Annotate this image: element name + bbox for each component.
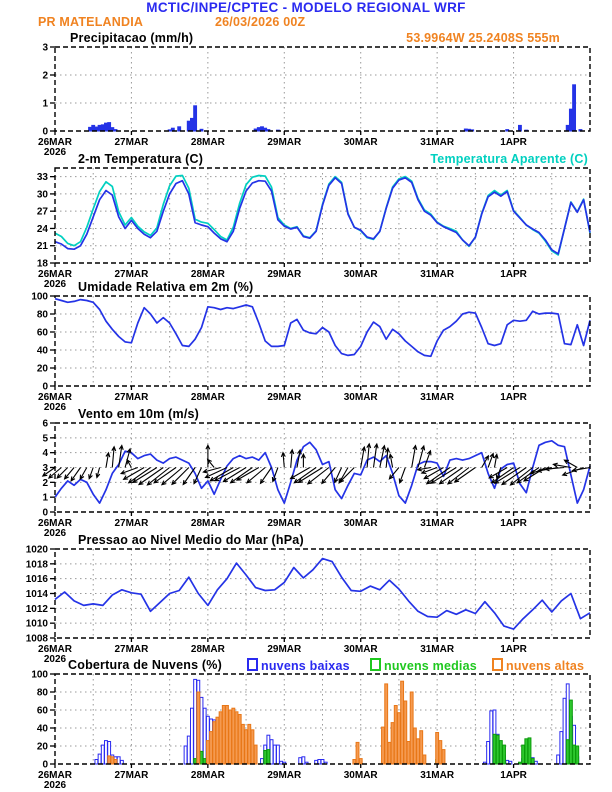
svg-text:40: 40 xyxy=(36,723,48,735)
svg-text:28MAR: 28MAR xyxy=(190,392,225,403)
svg-text:1APR: 1APR xyxy=(500,770,527,781)
svg-text:27MAR: 27MAR xyxy=(114,770,149,781)
svg-text:1010: 1010 xyxy=(25,618,48,630)
svg-text:31MAR: 31MAR xyxy=(420,392,455,403)
svg-text:3: 3 xyxy=(42,463,48,474)
svg-text:26MAR: 26MAR xyxy=(38,392,72,403)
svg-text:1APR: 1APR xyxy=(500,269,527,280)
panel-title-clouds: Cobertura de Nuvens (%) xyxy=(68,658,222,672)
svg-text:100: 100 xyxy=(31,291,48,303)
panel-title-pressure: Pressao ao Nivel Medio do Mar (hPa) xyxy=(78,533,304,547)
svg-text:2026: 2026 xyxy=(43,654,67,665)
svg-text:26MAR: 26MAR xyxy=(38,137,72,148)
svg-text:100: 100 xyxy=(31,669,48,681)
svg-text:30MAR: 30MAR xyxy=(343,392,378,403)
svg-text:5: 5 xyxy=(42,433,48,445)
legend-label: nuvens medias xyxy=(384,659,477,673)
svg-text:3: 3 xyxy=(42,42,48,54)
svg-text:29MAR: 29MAR xyxy=(267,137,302,148)
svg-text:27MAR: 27MAR xyxy=(114,518,149,529)
svg-text:29MAR: 29MAR xyxy=(267,392,302,403)
svg-text:28MAR: 28MAR xyxy=(190,644,225,655)
svg-text:26MAR: 26MAR xyxy=(38,644,72,655)
svg-text:80: 80 xyxy=(36,687,48,699)
svg-text:1020: 1020 xyxy=(25,544,48,556)
svg-text:1018: 1018 xyxy=(25,559,48,571)
svg-text:2026: 2026 xyxy=(43,528,67,539)
svg-text:2026: 2026 xyxy=(43,780,67,791)
svg-text:60: 60 xyxy=(36,327,48,339)
svg-text:30MAR: 30MAR xyxy=(343,518,378,529)
svg-text:2026: 2026 xyxy=(43,147,67,158)
panel-title-wind: Vento em 10m (m/s) xyxy=(78,407,200,421)
svg-text:28MAR: 28MAR xyxy=(190,137,225,148)
svg-text:2: 2 xyxy=(42,70,48,82)
svg-text:28MAR: 28MAR xyxy=(190,269,225,280)
svg-text:40: 40 xyxy=(36,345,48,357)
svg-text:28MAR: 28MAR xyxy=(190,770,225,781)
svg-text:0: 0 xyxy=(42,507,48,519)
svg-text:1: 1 xyxy=(42,492,48,504)
svg-text:1APR: 1APR xyxy=(500,392,527,403)
svg-text:1014: 1014 xyxy=(25,589,48,600)
svg-text:26MAR: 26MAR xyxy=(38,518,72,529)
svg-text:24: 24 xyxy=(36,223,48,235)
page-title: MCTIC/INPE/CPTEC - MODELO REGIONAL WRF xyxy=(146,0,466,15)
panel-title-humidity: Umidade Relativa em 2m (%) xyxy=(78,280,254,294)
svg-text:28MAR: 28MAR xyxy=(190,518,225,529)
svg-text:1016: 1016 xyxy=(25,574,48,586)
svg-text:31MAR: 31MAR xyxy=(420,269,455,280)
svg-text:1008: 1008 xyxy=(25,633,48,645)
legend-label: nuvens altas xyxy=(506,659,585,673)
legend-label: nuvens baixas xyxy=(261,659,350,673)
svg-text:1: 1 xyxy=(42,98,48,110)
svg-text:31MAR: 31MAR xyxy=(420,644,455,655)
svg-text:31MAR: 31MAR xyxy=(420,518,455,529)
svg-text:29MAR: 29MAR xyxy=(267,770,302,781)
svg-text:30: 30 xyxy=(36,189,48,201)
svg-text:1APR: 1APR xyxy=(500,518,527,529)
svg-text:0: 0 xyxy=(42,759,48,771)
svg-text:2026: 2026 xyxy=(43,402,67,413)
svg-text:2: 2 xyxy=(42,477,48,489)
svg-text:20: 20 xyxy=(36,363,48,375)
svg-text:27MAR: 27MAR xyxy=(114,644,149,655)
station-name: PR MATELANDIA xyxy=(38,15,144,29)
svg-text:30MAR: 30MAR xyxy=(343,770,378,781)
model-run-datetime: 26/03/2026 00Z xyxy=(215,15,306,29)
svg-text:27: 27 xyxy=(36,206,48,218)
station-coordinates: 53.9964W 25.2408S 555m xyxy=(406,31,560,45)
svg-text:1012: 1012 xyxy=(25,603,48,615)
svg-text:27MAR: 27MAR xyxy=(114,269,149,280)
svg-text:1APR: 1APR xyxy=(500,137,527,148)
svg-text:20: 20 xyxy=(36,741,48,753)
svg-text:60: 60 xyxy=(36,705,48,717)
svg-text:21: 21 xyxy=(36,241,48,253)
svg-text:27MAR: 27MAR xyxy=(114,137,149,148)
panel-title-temperature: 2-m Temperatura (C) xyxy=(78,152,204,166)
svg-text:0: 0 xyxy=(42,381,48,393)
panel-title-precipitation: Precipitacao (mm/h) xyxy=(70,31,194,45)
svg-text:31MAR: 31MAR xyxy=(420,770,455,781)
svg-text:26MAR: 26MAR xyxy=(38,770,72,781)
legend-apparent-temperature: Temperatura Aparente (C) xyxy=(430,152,588,166)
svg-text:80: 80 xyxy=(36,309,48,321)
svg-text:29MAR: 29MAR xyxy=(267,644,302,655)
svg-text:27MAR: 27MAR xyxy=(114,392,149,403)
svg-text:30MAR: 30MAR xyxy=(343,269,378,280)
svg-text:2026: 2026 xyxy=(43,279,67,290)
svg-text:29MAR: 29MAR xyxy=(267,269,302,280)
svg-text:30MAR: 30MAR xyxy=(343,644,378,655)
svg-text:0: 0 xyxy=(42,126,48,138)
svg-text:31MAR: 31MAR xyxy=(420,137,455,148)
svg-text:4: 4 xyxy=(42,448,48,460)
svg-text:18: 18 xyxy=(36,258,48,270)
svg-text:1APR: 1APR xyxy=(500,644,527,655)
svg-text:6: 6 xyxy=(42,418,48,430)
svg-text:33: 33 xyxy=(36,172,48,184)
svg-text:26MAR: 26MAR xyxy=(38,269,72,280)
svg-text:29MAR: 29MAR xyxy=(267,518,302,529)
svg-text:30MAR: 30MAR xyxy=(343,137,378,148)
